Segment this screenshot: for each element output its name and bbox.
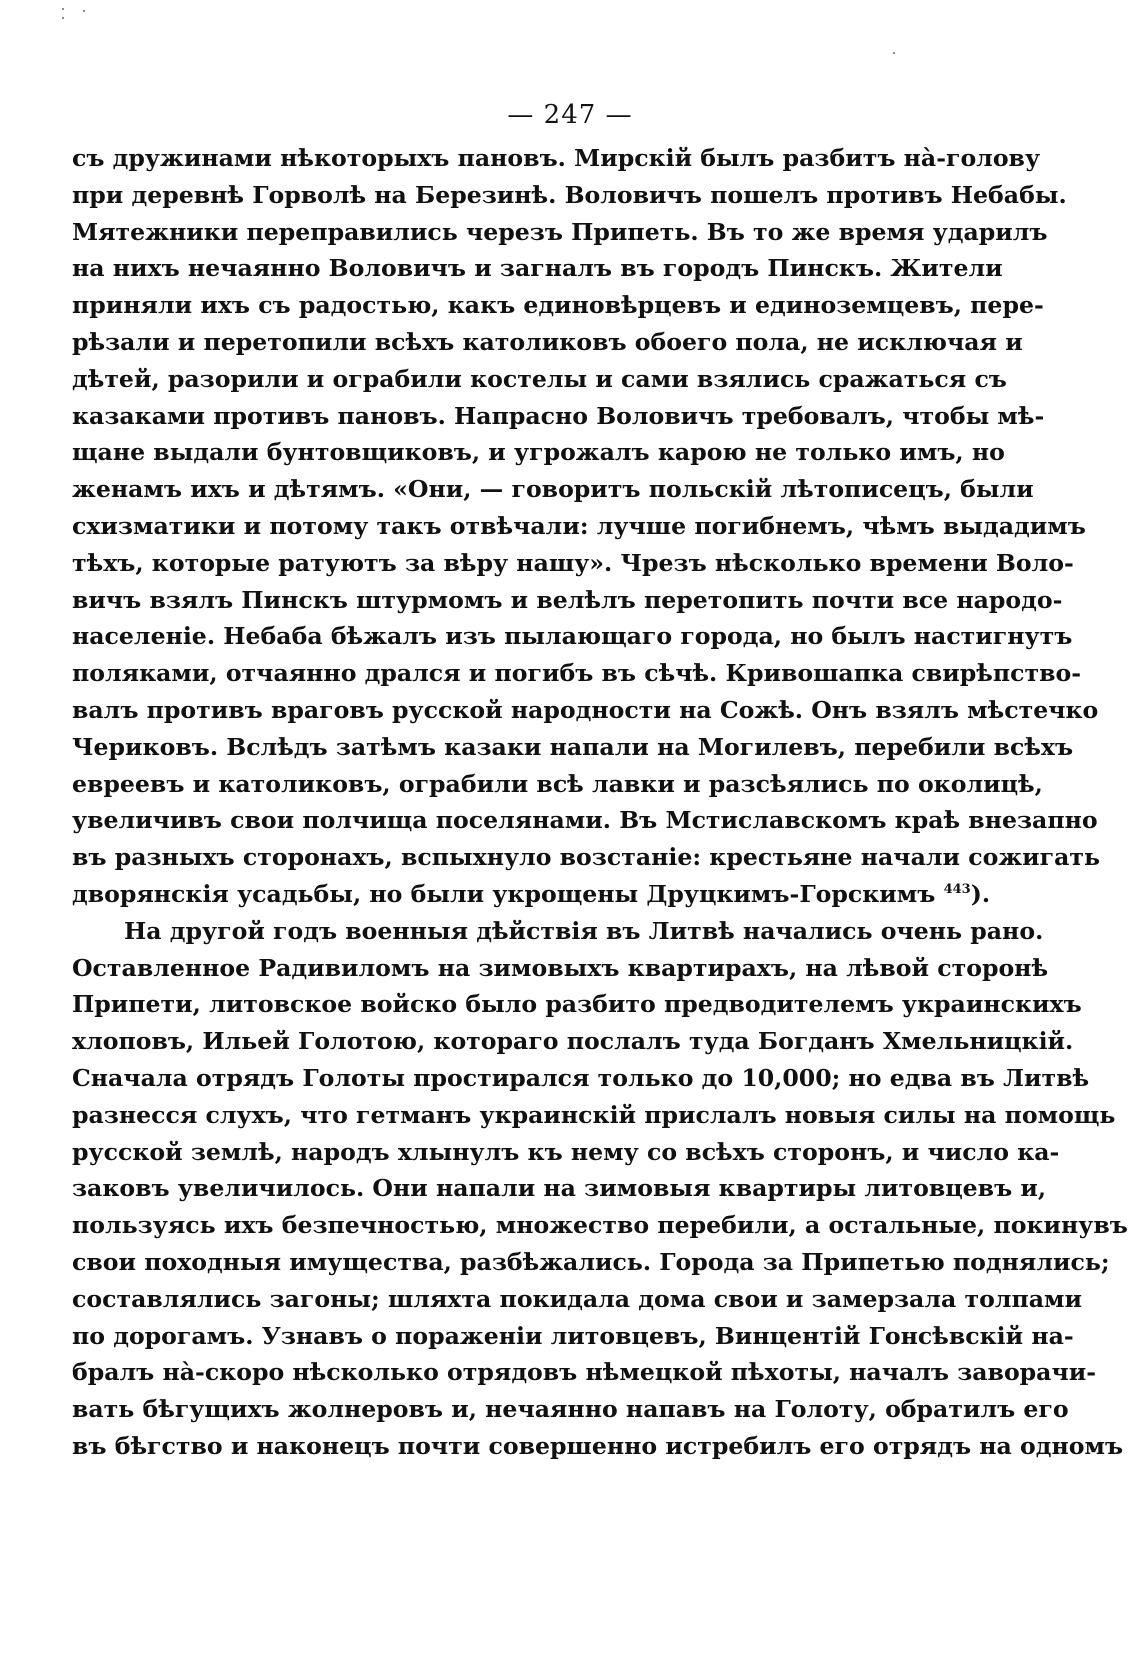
- text-line: въ разныхъ сторонахъ, вспыхнуло возстаніе: крестьяне начали сожигать: [72, 843, 1101, 872]
- text-line: Сначала отрядъ Голоты простирался только до 10,000; но едва въ Литвѣ: [72, 1063, 1090, 1092]
- text-line: казаками противъ пановъ. Напрасно Воловичъ требовалъ, чтобы мѣ-: [72, 401, 1045, 430]
- text-line: заковъ увеличилось. Они напали на зимовыя квартиры литовцевъ и,: [72, 1174, 1047, 1203]
- scan-speck: [893, 52, 895, 54]
- paragraph-2: [72, 913, 1128, 1465]
- closing-punctuation: ).: [970, 879, 991, 908]
- text-line: женамъ ихъ и дѣтямъ. «Они, — говоритъ польскій лѣтописецъ, были: [72, 475, 1034, 504]
- text-line: Оставленное Радивиломъ на зимовыхъ квартирахъ, на лѣвой сторонѣ: [72, 953, 1049, 982]
- text-line: пользуясь ихъ безпечностью, множество перебили, а остальные, покинувъ: [72, 1211, 1128, 1240]
- text-line: валъ противъ враговъ русской народности на Сожѣ. Онъ взялъ мѣстечко: [72, 695, 1099, 724]
- text-line: вичъ взялъ Пинскъ штурмомъ и велѣлъ перетопить почти все народо-: [72, 585, 1063, 614]
- text-line: приняли ихъ съ радостью, какъ единовѣрцевъ и единоземцевъ, пере-: [72, 291, 1044, 320]
- text-line: населеніе. Небаба бѣжалъ изъ пылающаго города, но былъ настигнутъ: [72, 622, 1073, 651]
- scan-speck: [62, 8, 64, 10]
- text-line: при деревнѣ Горволѣ на Березинѣ. Воловичъ пошелъ противъ Небабы.: [72, 180, 1067, 209]
- text-line: въ бѣгство и наконецъ почти совершенно истребилъ его отрядъ на одномъ: [72, 1431, 1124, 1460]
- footnote-reference[interactable]: 443: [943, 882, 971, 898]
- text-line: русской землѣ, народъ хлынулъ къ нему со всѣхъ сторонъ, и число ка-: [72, 1137, 1060, 1166]
- text-line: составлялись загоны; шляхта покидала дома свои и замерзала толпами: [72, 1284, 1083, 1313]
- text-line: хлоповъ, Ильей Голотою, котораго послалъ туда Богданъ Хмельницкій.: [72, 1027, 1074, 1056]
- text-line: на нихъ нечаянно Воловичъ и загналъ въ городъ Пинскъ. Жители: [72, 254, 1003, 283]
- text-line: рѣзали и перетопили всѣхъ католиковъ обоего пола, не исключая и: [72, 327, 1023, 356]
- text-line: вать бѣгущихъ жолнеровъ и, нечаянно напавъ на Голоту, обратилъ его: [72, 1395, 1069, 1424]
- paragraph-1: [72, 140, 1101, 913]
- text-line-indented: На другой годъ военныя дѣйствія въ Литвѣ начались очень рано.: [124, 916, 1044, 945]
- text-line-last: [72, 876, 991, 913]
- text-line: тѣхъ, которые ратуютъ за вѣру нашу». Чрезъ нѣсколько времени Воло-: [72, 548, 1074, 577]
- text-line: разнесся слухъ, что гетманъ украинскій прислалъ новыя силы на помощь: [72, 1100, 1116, 1129]
- page-number: — 247 —: [507, 100, 633, 130]
- scan-speck: [62, 17, 64, 19]
- text-line: дѣтей, разорили и ограбили костелы и сами взялись сражаться съ: [72, 364, 1007, 393]
- scan-speck: [83, 10, 85, 12]
- text-line: Припети, литовское войско было разбито предводителемъ украинскихъ: [72, 990, 1082, 1019]
- body-text: [72, 140, 1128, 1465]
- text-line: щане выдали бунтовщиковъ, и угрожалъ карою не только имъ, но: [72, 438, 1005, 467]
- text-line: по дорогамъ. Узнавъ о пораженіи литовцевъ, Винцентій Гонсѣвскій на-: [72, 1321, 1074, 1350]
- text-line: Чериковъ. Вслѣдъ затѣмъ казаки напали на Могилевъ, перебили всѣхъ: [72, 732, 1074, 761]
- text-line-content: дворянскія усадьбы, но были укрощены Друцкимъ-Горскимъ: [72, 879, 936, 908]
- text-line: бралъ на̀-скоро нѣсколько отрядовъ нѣмецкой пѣхоты, началъ заворачи-: [72, 1358, 1097, 1387]
- text-line: евреевъ и католиковъ, ограбили всѣ лавки и разсѣялись по околицѣ,: [72, 769, 1043, 798]
- text-line: схизматики и потому такъ отвѣчали: лучше погибнемъ, чѣмъ выдадимъ: [72, 511, 1086, 540]
- text-line: поляками, отчаянно дрался и погибъ въ сѣчѣ. Кривошапка свирѣпство-: [72, 659, 1082, 688]
- text-line: свои походныя имущества, разбѣжались. Города за Припетью поднялись;: [72, 1247, 1110, 1276]
- text-line: съ дружинами нѣкоторыхъ пановъ. Мирскій былъ разбитъ на̀-голову: [72, 144, 1041, 172]
- text-line: Мятежники переправились черезъ Припеть. Въ то же время ударилъ: [72, 217, 1048, 246]
- text-line: увеличивъ свои полчища поселянами. Въ Мстиславскомъ краѣ внезапно: [72, 806, 1098, 835]
